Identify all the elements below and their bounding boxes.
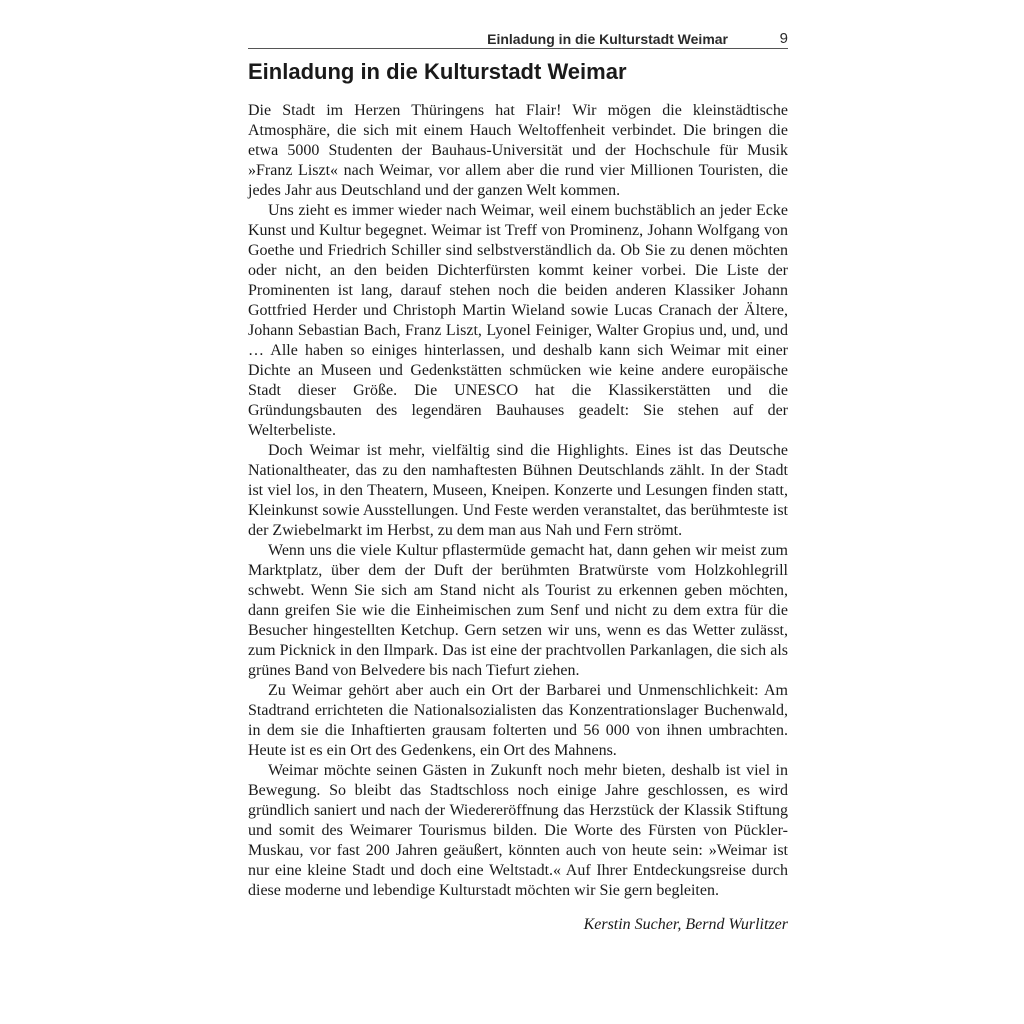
paragraph-future: Weimar möchte seinen Gästen in Zukunft noch mehr bieten, deshalb ist viel in Bewegung. So bleibt das Stadtschloss noch einige Jahre geschlossen, es wird gründlich saniert und nach der Wiedereröffnung das Herzstück der Klassik Stiftung und somit des Weimarer Tourismus bilden. Die Worte des Fürsten von Pückler-Muskau, vor fast 200 Jahren geäußert, könnten auch von heute sein: »Weimar ist nur eine kleine Stadt und doch eine Weltstadt.« Auf Ihrer Entdeckungsreise durch diese moderne und lebendige Kulturstadt möchten wir Sie gern begleiten. (248, 762, 788, 899)
paragraph-culture: Uns zieht es immer wieder nach Weimar, weil einem buchstäblich an jeder Ecke Kunst und Kultur begegnet. Weimar ist Treff von Prominenz, Johann Wolfgang von Goethe und Friedrich Schiller sind selbstverständlich da. Ob Sie zu denen möchten oder nicht, an den beiden Dichterfürsten kommt keiner vorbei. Die Liste der Prominenten ist lang, darauf stehen noch die beiden anderen Klassiker Johann Gottfried Herder und Christoph Martin Wieland sowie Lucas Cranach der Ältere, Johann Sebastian Bach, Franz Liszt, Lyonel Feiniger, Walter Gropius und, und, und … Alle haben so einiges hinterlassen, und deshalb kann sich Weimar mit einer Dichte an Museen und Gedenkstätten schmücken wie keine andere europäische Stadt dieser Größe. Die UNESCO hat die Klassikerstätten und die Gründungsbauten des legendären Bauhauses geadelt: Sie stehen auf der Welterbeliste. (248, 202, 788, 439)
body-text (248, 101, 788, 901)
running-head-title: Einladung in die Kulturstadt Weimar (487, 31, 728, 47)
chapter-heading: Einladung in die Kulturstadt Weimar (248, 59, 627, 84)
paragraph-highlights: Doch Weimar ist mehr, vielfältig sind die Highlights. Eines ist das Deutsche Nationaltheater, das zu den namhaftesten Bühnen Deutschlands zählt. In der Stadt ist viel los, in den Theatern, Museen, Kneipen. Konzerte und Lesungen finden statt, Kleinkunst sowie Ausstellungen. Und Feste werden veranstaltet, das berühmteste ist der Zwiebelmarkt im Herbst, zu dem man aus Nah und Fern strömt. (248, 442, 788, 539)
paragraph-intro: Die Stadt im Herzen Thüringens hat Flair! Wir mögen die kleinstädtische Atmosphäre, die sich mit einem Hauch Weltoffenheit verbindet. Die bringen die etwa 5000 Studenten der Bauhaus-Universität und der Hochschule für Musik »Franz Liszt« nach Weimar, vor allem aber die rund vier Millionen Touristen, die jedes Jahr aus Deutschland und der ganzen Welt kommen. (248, 102, 788, 199)
header-rule (248, 48, 788, 49)
author-signature: Kerstin Sucher, Bernd Wurlitzer (583, 916, 788, 933)
running-head (248, 28, 788, 48)
book-page (248, 28, 788, 935)
paragraph-buchenwald: Zu Weimar gehört aber auch ein Ort der Barbarei und Unmenschlichkeit: Am Stadtrand errichteten die Nationalsozialisten das Konzentrationslager Buchenwald, in dem sie die Inhaftierten grausam folterten und 56 000 von ihnen umbrachten. Heute ist es ein Ort des Gedenkens, ein Ort des Mahnens. (248, 682, 788, 759)
page-number: 9 (779, 30, 788, 47)
paragraph-marktplatz: Wenn uns die viele Kultur pflastermüde gemacht hat, dann gehen wir meist zum Marktplatz, über dem der Duft der berühmten Bratwürste vom Holzkohlegrill schwebt. Wenn Sie sich am Stand nicht als Tourist zu erkennen geben möchten, dann greifen Sie wie die Einheimischen zum Senf und nicht zu dem extra für die Besucher hingestellten Ketchup. Gern setzen wir uns, wenn es das Wetter zulässt, zum Picknick in den Ilmpark. Das ist eine der prachtvollen Parkanlagen, die sich als grünes Band von Belvedere bis nach Tiefurt ziehen. (248, 542, 788, 679)
